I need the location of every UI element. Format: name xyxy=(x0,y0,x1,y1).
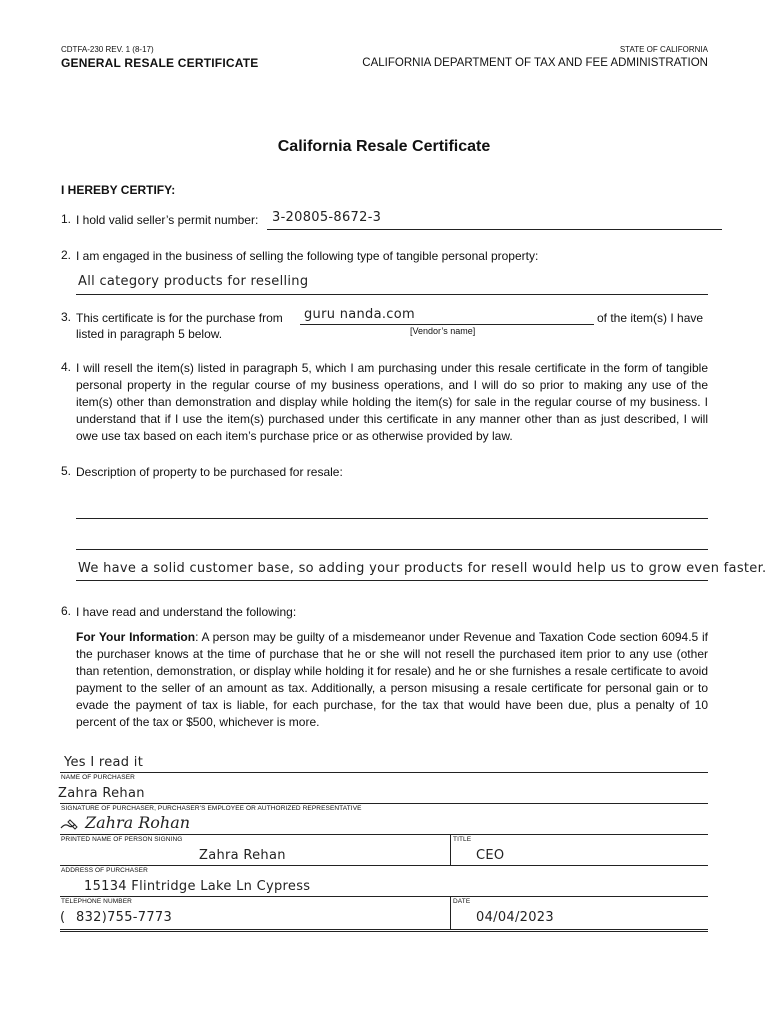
vendor-underline xyxy=(300,324,594,325)
fyi-text: : A person may be guilty of a misdemeanor under Revenue and Taxation Code section 6094.5 if the purchaser knows at the time of purchase that he or she will not resell the purchased item prior to any use (other than retention, demonstration, or display while holding it for resale) and he or she furnishes a resale certificate to avoid payment to the seller of an amount as tax. Additionally, a person misusing a resale certificate for personal gain or to evade the payment of tax is liable, for each purchase, for the tax that would have been due, plus a penalty of 10 percent of the tax or $500, whichever is more. xyxy=(76,630,708,729)
fields-bottom-rule-2 xyxy=(60,931,708,932)
property-description-field[interactable]: We have a solid customer base, so adding your products for resell would help us to grow even faster. xyxy=(78,561,767,576)
printed-name-label: PRINTED NAME OF PERSON SIGNING xyxy=(61,836,183,843)
item5-number: 5. xyxy=(61,464,72,478)
form-number: CDTFA-230 REV. 1 (8-17) xyxy=(61,45,154,54)
fields-top-rule xyxy=(60,772,708,773)
state-label: STATE OF CALIFORNIA xyxy=(619,45,708,54)
address-field[interactable]: 15134 Flintridge Lake Ln Cypress xyxy=(84,879,311,894)
item6-number: 6. xyxy=(61,604,72,618)
item5-line-3 xyxy=(76,580,708,581)
property-type-field[interactable]: All category products for reselling xyxy=(78,274,309,289)
title-field[interactable]: CEO xyxy=(476,848,505,863)
agency-name: CALIFORNIA DEPARTMENT OF TAX AND FEE ADMINISTRATION xyxy=(362,57,708,69)
phone-prefix: ( xyxy=(60,910,66,925)
vendor-caption: [Vendor’s name] xyxy=(410,326,476,336)
fields-divider-2 xyxy=(450,896,451,930)
date-field[interactable]: 04/04/2023 xyxy=(476,910,554,925)
fields-rule-3 xyxy=(60,834,708,835)
item3-number: 3. xyxy=(61,310,72,324)
item2-text: I am engaged in the business of selling the following type of tangible personal property: xyxy=(76,249,539,263)
page-title: California Resale Certificate xyxy=(277,138,491,155)
item1-text: I hold valid seller’s permit number: xyxy=(76,213,259,227)
item1-underline xyxy=(267,229,722,230)
item5-line-1 xyxy=(76,518,708,519)
printed-name-field[interactable]: Zahra Rehan xyxy=(199,848,286,863)
signature-field[interactable]: Zahra Rohan xyxy=(85,813,191,832)
purchaser-name-field[interactable]: Zahra Rehan xyxy=(58,786,145,801)
fields-divider-1 xyxy=(450,834,451,865)
item3-text-line2: listed in paragraph 5 below. xyxy=(76,327,223,341)
sellers-permit-number-field[interactable]: 3-20805-8672-3 xyxy=(272,210,382,225)
title-label: TITLE xyxy=(453,836,472,843)
fyi-paragraph xyxy=(76,629,708,731)
item3-text: This certificate is for the purchase from xyxy=(76,311,283,325)
fields-rule-5 xyxy=(60,896,708,897)
signature-label: SIGNATURE OF PURCHASER, PURCHASER’S EMPLOYEE OR AUTHORIZED REPRESENTATIVE xyxy=(61,805,362,812)
vendor-name-field[interactable]: guru nanda.com xyxy=(304,307,415,322)
fyi-label: For Your Information xyxy=(76,630,196,644)
read-acknowledgement-field[interactable]: Yes I read it xyxy=(64,755,144,770)
purchaser-name-label: NAME OF PURCHASER xyxy=(61,774,135,781)
phone-label: TELEPHONE NUMBER xyxy=(61,898,132,905)
date-label: DATE xyxy=(453,898,471,905)
fields-rule-4 xyxy=(60,865,708,866)
fields-bottom-rule-1 xyxy=(60,929,708,930)
item6-text: I have read and understand the following: xyxy=(76,605,297,619)
form-title: GENERAL RESALE CERTIFICATE xyxy=(61,56,259,70)
item2-underline xyxy=(76,294,708,295)
fields-rule-2 xyxy=(60,803,708,804)
certify-heading: I HEREBY CERTIFY: xyxy=(61,183,176,197)
phone-field[interactable]: 832)755-7773 xyxy=(76,910,173,925)
item3-text-after: of the item(s) I have xyxy=(597,311,704,325)
item4-number: 4. xyxy=(61,360,72,374)
item5-text: Description of property to be purchased for resale: xyxy=(76,465,343,479)
item2-number: 2. xyxy=(61,248,72,262)
item1-number: 1. xyxy=(61,212,72,226)
item4-text: I will resell the item(s) listed in paragraph 5, which I am purchasing under this resale certificate in the form of tangible personal property in the regular course of my business operations, and I will do so prior to making any use of the item(s) other than demonstration and display while holding the item(s) for sale in the regular course of my business. I understand that if I use the item(s) purchased under this certificate in any manner other than as just described, I will owe use tax based on each item’s purchase price or as otherwise provided by law. xyxy=(76,361,708,443)
item5-line-2 xyxy=(76,549,708,550)
address-label: ADDRESS OF PURCHASER xyxy=(61,867,148,874)
